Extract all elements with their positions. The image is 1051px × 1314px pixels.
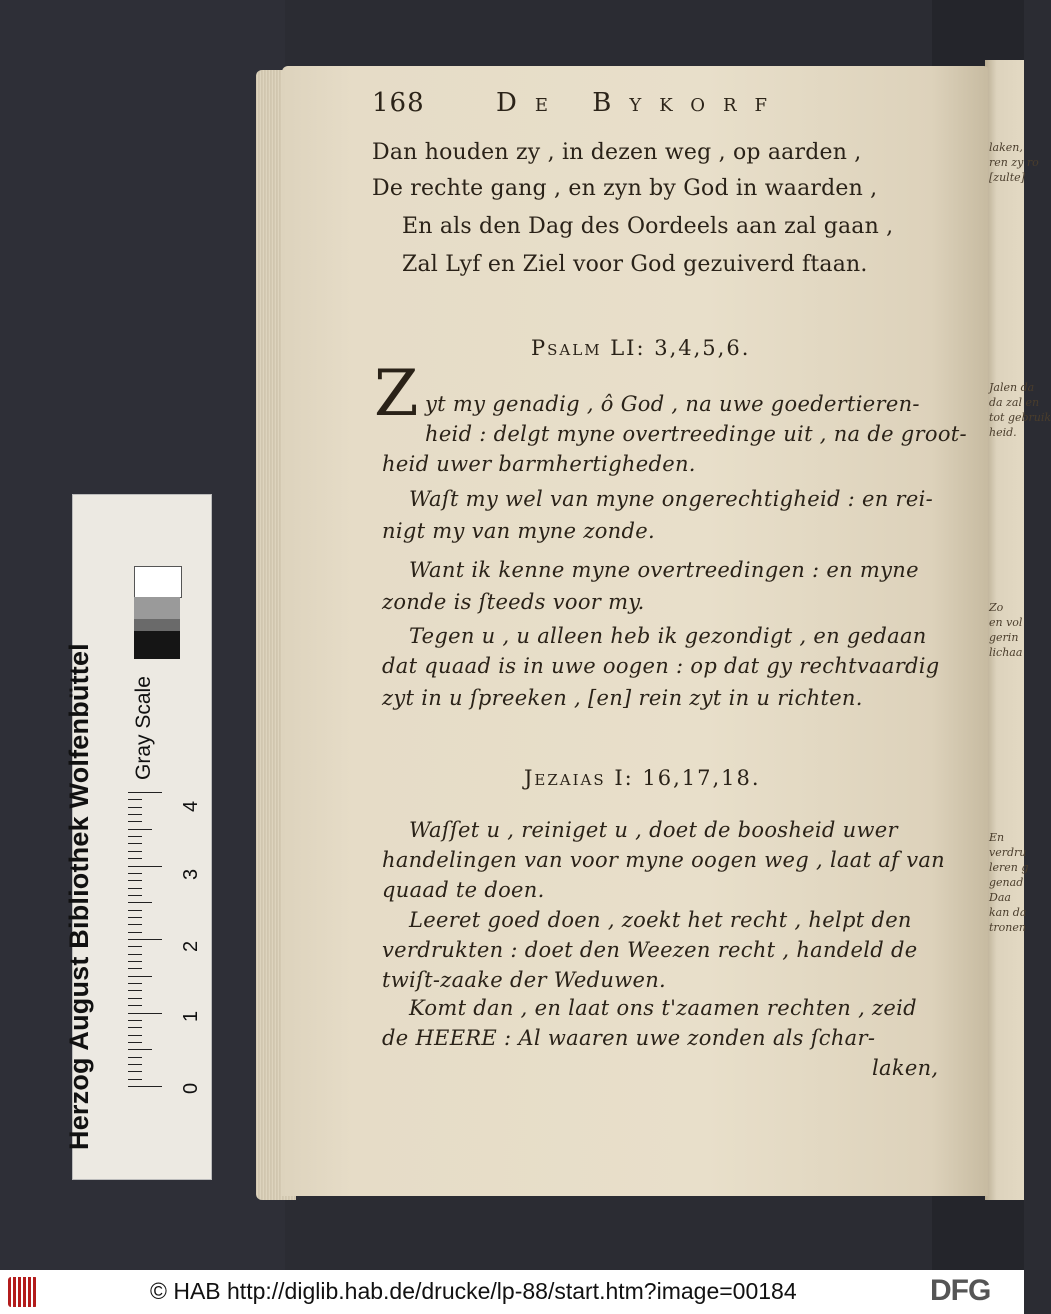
copyright-link[interactable]: © HAB http://diglib.hab.de/drucke/lp-88/start.htm?image=00184 [150, 1278, 797, 1304]
ruler-tick [128, 866, 162, 867]
ruler-tick [128, 836, 142, 837]
drop-cap: Z [374, 357, 419, 431]
jezaias-line: Waſſet u , reiniget u , doet de boosheid uwer [409, 818, 898, 842]
ruler-number: 3 [180, 868, 202, 880]
ruler-tick [128, 821, 142, 822]
psalm-line: yt my genadig , ô God , na uwe goedertieren- [425, 392, 920, 416]
psalm-line: heid : delgt myne overtreedinge uit , na de groot- [425, 422, 967, 446]
ruler-number: 2 [180, 940, 202, 952]
ruler-tick [128, 1049, 152, 1050]
jezaias-line: handelingen van voor myne oogen weg , laat af van [382, 848, 945, 872]
jezaias-line: Komt dan , en laat ons t'zaamen rechten , zeid [409, 996, 917, 1020]
ruler-tick [128, 1020, 142, 1021]
ruler-tick [128, 851, 142, 852]
ruler-number: 4 [180, 800, 202, 812]
psalm-heading: Psalm LI: 3,4,5,6. [531, 336, 751, 360]
psalm-line: heid uwer barmhertigheden. [382, 452, 696, 476]
footer-bar [0, 1270, 1024, 1314]
ruler-tick [128, 1035, 142, 1036]
stanza-line: En als den Dag des Oordeels aan zal gaan , [402, 214, 894, 239]
swatch-darkgray [134, 619, 180, 631]
ruler-tick [128, 968, 142, 969]
swatch-white [134, 566, 182, 598]
hab-logo-icon [8, 1277, 38, 1307]
ruler-tick [128, 792, 162, 793]
ruler-tick [128, 954, 142, 955]
ruler-tick [128, 858, 142, 859]
ruler-tick [128, 924, 142, 925]
jezaias-line: twiſt-zaake der Weduwen. [382, 968, 667, 992]
running-title: De Bykorf [496, 88, 786, 118]
ruler-tick [128, 1042, 142, 1043]
jezaias-line: de HEERE : Al waaren uwe zonden als ſchar- [382, 1026, 876, 1050]
ruler-tick [128, 799, 142, 800]
swatch-black [134, 631, 180, 659]
ruler-tick [128, 843, 142, 844]
swatch-gray [134, 597, 180, 619]
ruler-number: 1 [180, 1010, 202, 1022]
psalm-line: dat quaad is in uwe oogen : op dat gy rechtvaardig [382, 654, 940, 678]
catchword: laken, [872, 1056, 939, 1080]
page-header [372, 88, 892, 124]
psalm-line: nigt my van myne zonde. [382, 519, 655, 543]
stanza-line: De rechte gang , en zyn by God in waarden , [372, 176, 878, 201]
psalm-line: Tegen u , u alleen heb ik gezondigt , en gedaan [409, 624, 927, 648]
ruler-tick [128, 902, 152, 903]
dfg-logo: DFG [930, 1274, 991, 1307]
ruler-tick [128, 807, 142, 808]
psalm-line: Waſt my wel van myne ongerechtigheid : en rei- [409, 487, 934, 511]
next-page-edge: laken, ren zy ro [zulte] Jalen da da zal en tot gebruik heid. Zo en vol gerin lichaa En verdru leren g genad Daa kan da tronen [985, 60, 1024, 1200]
ruler-tick [128, 880, 142, 881]
ruler-tick [128, 917, 142, 918]
psalm-line: zyt in u ſpreeken , [en] rein zyt in u richten. [382, 686, 863, 710]
ruler-tick [128, 910, 142, 911]
ruler-tick [128, 888, 142, 889]
ruler-tick [128, 961, 142, 962]
ruler-tick [128, 939, 162, 940]
ruler-tick [128, 1079, 142, 1080]
ruler-tick [128, 976, 152, 977]
ruler-tick [128, 1027, 142, 1028]
ruler-tick [128, 990, 142, 991]
stanza-line: Dan houden zy , in dezen weg , op aarden , [372, 140, 862, 165]
gray-scale-label: Gray Scale [132, 676, 155, 780]
stanza-line: Zal Lyf en Ziel voor God gezuiverd ftaan. [402, 252, 868, 277]
ruler-tick [128, 1071, 142, 1072]
ruler-tick [128, 983, 142, 984]
ruler-tick [128, 895, 142, 896]
page-number: 168 [372, 88, 425, 118]
ruler-tick [128, 1005, 142, 1006]
jezaias-line: quaad te doen. [382, 878, 545, 902]
ruler-tick [128, 1086, 162, 1087]
psalm-line: zonde is ſteeds voor my. [382, 590, 645, 614]
ruler-number: 0 [180, 1082, 202, 1094]
ruler-tick [128, 829, 152, 830]
jezaias-heading: Jezaias I: 16,17,18. [524, 766, 761, 790]
psalm-line: Want ik kenne myne overtreedingen : en myne [409, 558, 919, 582]
ruler-title: Herzog August Bibliothek Wolfenbüttel [64, 643, 94, 1150]
ruler-tick [128, 932, 142, 933]
ruler-tick [128, 1064, 142, 1065]
jezaias-line: Leeret goed doen , zoekt het recht , helpt den [409, 908, 912, 932]
jezaias-line: verdrukten : doet den Weezen recht , handeld de [382, 938, 918, 962]
ruler-tick [128, 998, 142, 999]
ruler-tick [128, 1057, 142, 1058]
ruler-tick [128, 814, 142, 815]
ruler-tick [128, 1013, 162, 1014]
ruler-tick [128, 873, 142, 874]
ruler-tick [128, 946, 142, 947]
